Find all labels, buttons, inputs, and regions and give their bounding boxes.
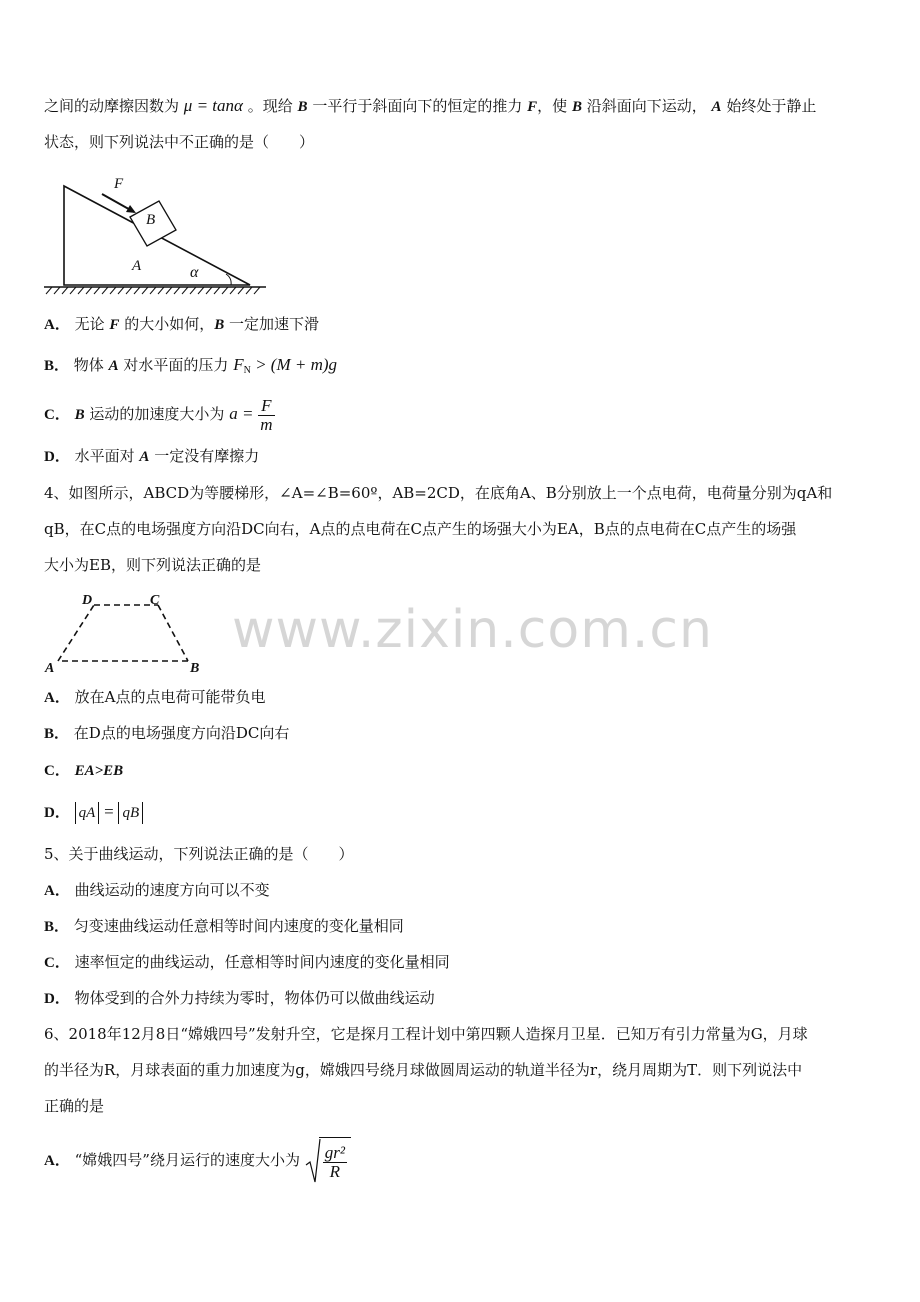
q4-option-a[interactable]: A． 放在A点的点电荷可能带负电 (44, 688, 266, 706)
q5-option-b[interactable]: B． 匀变速曲线运动任意相等时间内速度的变化量相同 (44, 917, 404, 935)
trapezoid-figure (40, 586, 210, 674)
q4-stem-line-2: qB，在C点的电场强度方向沿DC向右，A点的点电荷在C点产生的场强大小为EA，B点的点电荷在C点产生的场强 (44, 520, 797, 538)
q4-stem-line-1: 4、如图所示，ABCD为等腰梯形，∠A=∠B=60º，AB=2CD，在底角A、B分别放上一个点电荷，电荷量分别为qA和 (44, 484, 833, 502)
q5-option-a[interactable]: A． 曲线运动的速度方向可以不变 (44, 881, 270, 899)
q3-option-a[interactable]: A． 无论 F 的大小如何，B 一定加速下滑 (44, 315, 320, 333)
angle-alpha-label: α (190, 264, 199, 281)
q4-option-b[interactable]: B． 在D点的电场强度方向沿DC向右 (44, 724, 290, 742)
block-b-label: B (146, 212, 156, 228)
q3-option-d[interactable]: D． 水平面对 A 一定没有摩擦力 (44, 447, 260, 465)
abs-qb: qB (118, 802, 143, 824)
q6-stem-line-2: 的半径为R，月球表面的重力加速度为g，嫦娥四号绕月球做圆周运动的轨道半径为r，绕月周期为T．则下列说法中 (44, 1061, 803, 1079)
q4-stem-line-3: 大小为EB，则下列说法正确的是 (44, 556, 261, 574)
force-label: F (114, 176, 124, 192)
q4-option-d[interactable]: D． qA = qB (44, 800, 143, 825)
q3-option-b[interactable]: B． 物体 A 对水平面的压力 $F_N > (M + m)g$ (44, 355, 338, 376)
sqrt-expression: $\frac{\text{gr²}}{R}$ (305, 1137, 351, 1186)
q3-stem-line-1: 之间的动摩擦因数为 μ = tanα 。现给 B 一平行于斜面向下的恒定的推力 F，使 B 沿斜面向下运动， A 始终处于静止 (44, 96, 817, 115)
vertex-d-label: D (82, 593, 93, 608)
q5-stem: 5、关于曲线运动，下列说法正确的是（ ） (44, 845, 354, 863)
fraction-f-over-m: $\frac{F}{m}$ (260, 395, 273, 434)
watermark: www.zixin.com.cn (232, 600, 713, 660)
incline-figure (40, 170, 270, 298)
q4-option-c[interactable]: C． EA>EB (44, 763, 124, 779)
q3-stem-line-2: 状态，则下列说法中不正确的是（ ） (44, 133, 315, 151)
vertex-a-label: A (45, 661, 55, 674)
q3-option-c[interactable]: C． B 运动的加速度大小为 a = $\frac{F}{m}$ (44, 395, 273, 434)
body-a-label: A (132, 258, 142, 274)
q6-option-a[interactable]: A． “嫦娥四号”绕月运行的速度大小为 $\frac{\text{gr²}}{R}$ (44, 1136, 351, 1186)
q5-option-c[interactable]: C． 速率恒定的曲线运动，任意相等时间内速度的变化量相同 (44, 953, 450, 971)
q6-stem-line-3: 正确的是 (44, 1097, 105, 1115)
abs-qa: qA (75, 802, 100, 824)
vertex-b-label: B (190, 661, 200, 674)
q6-stem-line-1: 6、2018年12月8日“嫦娥四号”发射升空，它是探月工程计划中第四颗人造探月卫星．已知万有引力常量为G，月球 (44, 1025, 808, 1043)
mu-equation: μ = tanα (183, 96, 243, 115)
vertex-c-label: C (150, 593, 160, 608)
q5-option-d[interactable]: D． 物体受到的合外力持续为零时，物体仍可以做曲线运动 (44, 989, 435, 1007)
